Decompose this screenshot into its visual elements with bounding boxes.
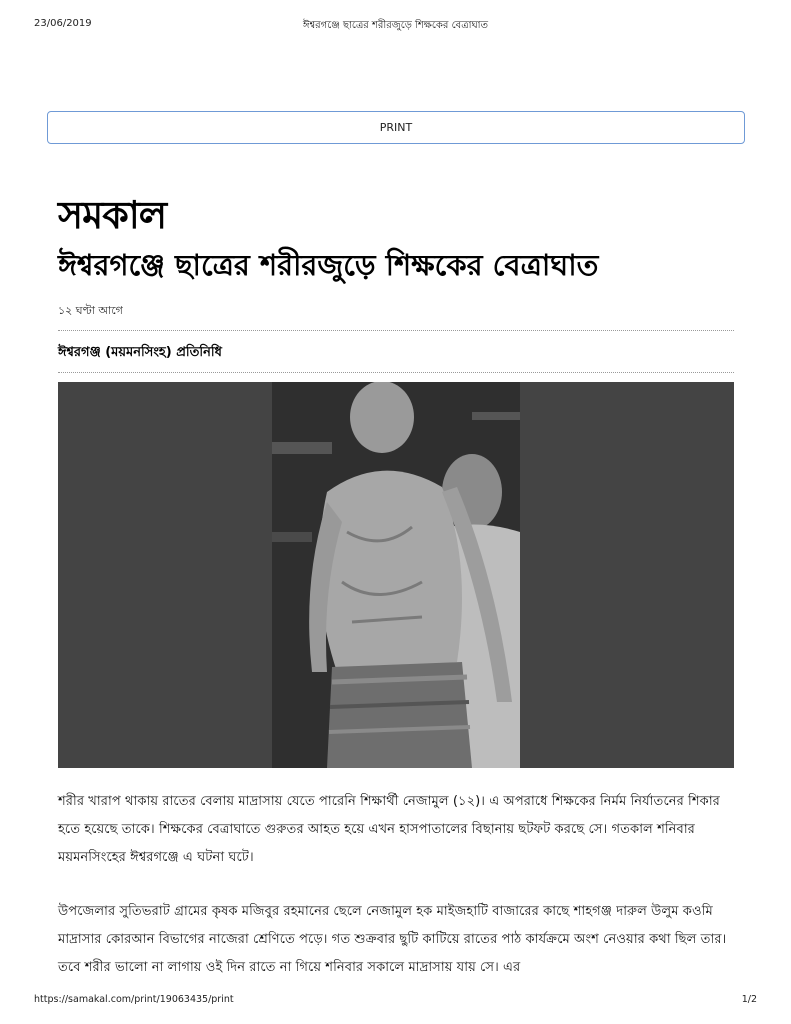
- article-time: ১২ ঘণ্টা আগে: [58, 304, 123, 317]
- article-paragraph: উপজেলার সুতিভরাট গ্রামের কৃষক মজিবুর রহমানের ছেলে নেজামুল হক মাইজহাটি বাজারের কাছে শাহগঞ্জ দারুল উলুম কওমি মাদ্রাসার কোরআন বিভাগের নাজেরা শ্রেণিতে পড়ে। গত শুক্রবার ছুটি কাটিয়ে রাতের পাঠ কার্যক্রমে অংশ নেওয়ার কথা ছিল তার। তবে শরীর ভালো না লাগায় ওই দিন রাতে না গিয়ে শনিবার সকালে মাদ্রাসায় যায় সে। এর: [58, 904, 727, 975]
- print-url: https://samakal.com/print/19063435/print: [34, 994, 234, 1005]
- article-photo: [272, 382, 520, 768]
- article-image: [58, 382, 734, 768]
- page-number: 1/2: [741, 994, 757, 1005]
- article-byline: ঈশ্বরগঞ্জ (ময়মনসিংহ) প্রতিনিধি: [58, 345, 222, 360]
- print-page-title: ঈশ্বরগঞ্জে ছাত্রের শরীরজুড়ে শিক্ষকের বেত্রাঘাত: [302, 20, 489, 31]
- photo-illustration: [272, 382, 520, 768]
- print-button[interactable]: PRINT: [47, 111, 745, 144]
- print-footer: [34, 994, 757, 1008]
- print-date: 23/06/2019: [34, 18, 92, 29]
- article-headline: ঈশ্বরগঞ্জে ছাত্রের শরীরজুড়ে শিক্ষকের বেত্রাঘাত: [58, 248, 599, 282]
- divider: [58, 372, 734, 373]
- print-header: [34, 18, 757, 32]
- samakal-logo: সমকাল: [58, 192, 167, 237]
- article-paragraph: শরীর খারাপ থাকায় রাতের বেলায় মাদ্রাসায় যেতে পারেনি শিক্ষার্থী নেজামুল (১২)। এ অপরাধে শিক্ষকের নির্মম নির্যাতনের শিকার হতে হয়েছে তাকে। শিক্ষকের বেত্রাঘাতে গুরুতর আহত হয়ে এখন হাসপাতালের বিছানায় ছটফট করছে সে। গতকাল শনিবার ময়মনসিংহের ঈশ্বরগঞ্জে এ ঘটনা ঘটে।: [58, 794, 720, 865]
- divider: [58, 330, 734, 331]
